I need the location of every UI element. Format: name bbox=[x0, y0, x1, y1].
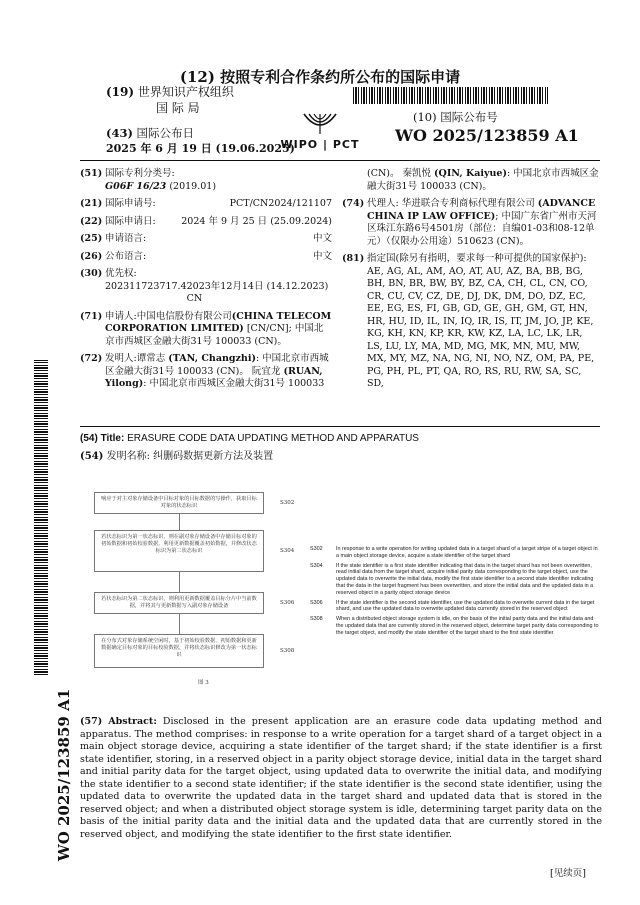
inventor1-name-en: (TAN, Changzhi) bbox=[168, 353, 256, 364]
side-barcode bbox=[34, 360, 48, 675]
applicant-name-cn: 中国电信股份有限公司 bbox=[136, 310, 232, 322]
publang-label: 公布语言: bbox=[105, 250, 147, 262]
inventor3-name-en: (QIN, Kaiyue) bbox=[434, 168, 507, 179]
flow-arrow-1 bbox=[179, 514, 180, 530]
publication-number: WO 2025/123859 A1 bbox=[395, 126, 579, 145]
states-list: AE, AG, AL, AM, AO, AT, AU, AZ, BA, BB, BG, BH, BN, BR, BW, BY, BZ, CA, CH, CL, CN, CO, CR, CU, CV, CZ, DE, DJ, DK, DM, DO, DZ, EC, EE, EG, ES, FI, GB, GD, GE, GH, GM, GT, HN, HR, HU, ID, IL, IN, IQ, IR, IS, IT, JM, JO, JP, KE, KG, KH, KN, KP, KR, KW, KZ, LA, LC, LK, LR, LS, LU, LY, MA, MD, MG, MK, MN, MU, MW, MX, MY, MZ, NA, NG, NI, NO, NZ, OM, PA, PE, PG, PH, PL, PT, QA, RO, RS, RU, RW, SA, SC, SD, bbox=[367, 265, 595, 389]
pub-language-row bbox=[80, 251, 332, 264]
flowchart-figure bbox=[88, 480, 600, 705]
priority-country: CN bbox=[186, 293, 203, 304]
abstract-label: Abstract: bbox=[108, 716, 157, 727]
flow-label-s302: S302 bbox=[280, 500, 295, 506]
applicant-address: [CN/CN]; 中国北京市西城区金融大街31号 100033 (CN)。 bbox=[105, 323, 324, 347]
ipc-year: (2019.01) bbox=[169, 180, 217, 192]
filing-value: 2024 年 9 月 25 日 (25.09.2024) bbox=[181, 215, 332, 227]
left-bibliographic-column bbox=[80, 168, 332, 396]
appno-label: 国际申请号: bbox=[105, 198, 156, 209]
ipc-row bbox=[80, 168, 332, 193]
appno-code: (21) bbox=[80, 198, 103, 209]
inventor1-address: : 中国北京市西城区金融大街31号 100033 (CN)。 bbox=[105, 353, 329, 377]
abstract-section bbox=[80, 716, 602, 841]
legend-item-s306 bbox=[310, 600, 600, 614]
priority-date: 2023年12月14日 (14.12.2023) bbox=[186, 280, 329, 292]
flow-label-s308: S308 bbox=[280, 648, 295, 654]
ipc-code: (51) bbox=[80, 168, 103, 179]
legend-item-s302 bbox=[310, 546, 600, 560]
wipo-emblem-icon bbox=[300, 110, 340, 136]
legend-text: When a distributed object storage system is idle, on the basis of the initial parity data and the initial data and the updated data that are currently stored in the reserved object, determine target parity data corresponding to the target object, and modify the state identifier of the target shard to the first state identifier bbox=[336, 616, 599, 636]
language-row bbox=[80, 233, 332, 246]
applicant-code: (71) bbox=[80, 310, 103, 322]
agent-name-cn: 华进联合专利商标代理有限公司 bbox=[401, 198, 535, 209]
header-divider bbox=[80, 160, 600, 161]
legend-item-s304 bbox=[310, 563, 600, 597]
inventor-code: (72) bbox=[80, 353, 103, 364]
agent-code: (74) bbox=[342, 198, 365, 209]
wipo-logo-text: WIPO | PCT bbox=[280, 138, 360, 151]
inventor-row bbox=[80, 353, 332, 391]
right-bibliographic-column bbox=[342, 168, 600, 396]
flow-label-s306: S306 bbox=[280, 600, 295, 606]
applicant-name-en: (CHINA TELECOM CORPORATION LIMITED) bbox=[105, 310, 332, 334]
document-type-title: (12) 按照专利合作条约所公布的国际申请 bbox=[179, 68, 461, 86]
publication-number-block bbox=[395, 110, 579, 143]
legend-text: In response to a write operation for writing updated data in a target shard of a target stripe of a target object in a main object storage device, acquire a state identifier of the target shard bbox=[336, 546, 598, 559]
title-cn-code: (54) bbox=[80, 451, 104, 462]
org-name: 世界知识产权组织 bbox=[137, 85, 234, 99]
inventor3-name-cn: (CN)。 秦凯悦 bbox=[367, 168, 432, 179]
figure-legend bbox=[310, 546, 600, 640]
flow-step-s302: 响应于对主对象存储设备中目标对象的目标数据的写操作，获取目标对象的状态标识 bbox=[94, 492, 264, 514]
legend-text: If the state identifier is the second state identifier, use the updated data to overwrite current data in the target shard, and use the updated data to overwrite updated data currently stored in the reserved object bbox=[336, 599, 595, 613]
filing-label: 国际申请日: bbox=[105, 215, 156, 227]
pubdate-label: 国际公布日 bbox=[136, 126, 195, 140]
title-en-label: Title: bbox=[100, 433, 125, 444]
designated-states-row bbox=[342, 253, 600, 391]
ipc-value: G06F 16/23 bbox=[105, 180, 167, 192]
applicant-label: 申请人: bbox=[105, 310, 137, 322]
legend-item-s308 bbox=[310, 616, 600, 636]
agent-address: ; 中国广东省广州市天河区珠江东路6号4501房（部位：自编01-03和08-12单元）（仅限办公用途）510623 (CN)。 bbox=[367, 210, 597, 247]
inventor-continued bbox=[342, 168, 600, 193]
priority-code: (30) bbox=[80, 268, 103, 279]
legend-code: S308 bbox=[310, 616, 323, 623]
publication-date-block bbox=[106, 126, 295, 156]
states-label: 指定国(除另有指明，要求每一种可提供的国家保护): bbox=[367, 253, 587, 264]
priority-row bbox=[80, 268, 332, 306]
appno-value: PCT/CN2024/121107 bbox=[229, 198, 332, 209]
lang-label: 申请语言: bbox=[105, 233, 147, 244]
inventor2-name-en: (RUAN, Yilong) bbox=[105, 365, 323, 389]
priority-label: 优先权: bbox=[105, 268, 137, 279]
title-section bbox=[80, 432, 600, 464]
bureau-name: 国 际 局 bbox=[156, 101, 200, 115]
flow-step-s308: 在分布式对象存储系统空闲时，基于初始校验数据、初始数据和更新数据确定目标对象的目标校验数据，并将状态标识修改为第一状态标识 bbox=[94, 634, 264, 668]
flow-arrow-3 bbox=[179, 614, 180, 634]
priority-number: 202311723717.4 bbox=[105, 280, 187, 292]
side-publication-number-text: WO 2025/123859 A1 bbox=[55, 688, 73, 862]
agent-name-en: (ADVANCE CHINA IP LAW OFFICE) bbox=[367, 198, 596, 222]
pubdate-value: 2025 年 6 月 19 日 (19.06.2025) bbox=[106, 142, 295, 155]
continued-note: [见续页] bbox=[550, 868, 586, 879]
header-barcode bbox=[353, 87, 548, 104]
states-code: (81) bbox=[342, 253, 365, 264]
publang-value: 中文 bbox=[312, 250, 332, 262]
abstract-code: (57) bbox=[80, 716, 103, 727]
lang-value: 中文 bbox=[312, 233, 332, 244]
figure-caption: 图 3 bbox=[198, 680, 209, 686]
inventor-label: 发明人: bbox=[105, 353, 137, 364]
filing-code: (22) bbox=[80, 215, 103, 227]
inventor2-address: : 中国北京市西城区金融大街31号 100033 bbox=[143, 378, 325, 389]
agent-row bbox=[342, 198, 600, 248]
pubno-label: 国际公布号 bbox=[440, 110, 498, 124]
applicant-row bbox=[80, 311, 332, 349]
org-code: (19) bbox=[106, 85, 135, 99]
flow-step-s304: 若状态标识为第一状态标识，则在副对象存储设备中存储目标对象的初始数据和初始校验数据，利用更新数据覆盖初始数据，并修改状态标识为第二状态标识 bbox=[94, 530, 264, 572]
abstract-text: Disclosed in the present application are an erasure code data updating method and apparatus. The method comprises: in response to a write operation for a target shard of a target object in a main object storage device, acquiring a state identifier of the target shard; if the state identifier is a first state identifier, storing, in a reserved object in a parity object storage device, initial data in the target shard and initial parity data for the target object, using updated data to overwrite the initial data, and modifying the state identifier to a second state identifier; if the state identifier is the second state identifier, using the updated data to overwrite the updated data in the target shard and updated data that is stored in the reserved object; and when a distributed object storage system is idle, determining target parity data on the basis of the initial parity data and the initial data and the updated data that are currently stored in the reserved object, and modifying the state identifier to the first state identifier. bbox=[80, 716, 602, 840]
appno-row bbox=[80, 198, 332, 211]
agent-label: 代理人: bbox=[367, 198, 399, 209]
title-cn: 纠删码数据更新方法及装置 bbox=[153, 451, 274, 462]
side-publication-number bbox=[52, 690, 76, 860]
publang-code: (26) bbox=[80, 250, 103, 262]
office-block bbox=[106, 84, 234, 116]
flow-label-s304: S304 bbox=[280, 548, 295, 554]
inventor1-name-cn: 谭常志 bbox=[136, 353, 166, 364]
wipo-logo bbox=[270, 110, 370, 151]
legend-text: If the state identifier is a first state identifier indicating that data in the target shard has not been overwritten, read initial data from the target shard, acquire initial parity data corresponding to the target object, use the updated data to overwrite the initial data, modify the first state identifier to a second state identifier indicating that the data in the target fragment has been overwritten, and store the initial data and the updated data in a reserved object in a parity object storage device bbox=[336, 562, 594, 596]
legend-code: S302 bbox=[310, 546, 323, 552]
inventor3-address: : 中国北京市西城区金融大街31号 100033 (CN)。 bbox=[367, 168, 599, 192]
title-cn-label: 发明名称: bbox=[106, 451, 150, 462]
pubno-code: (10) bbox=[413, 110, 437, 124]
title-en-code: (54) bbox=[80, 433, 98, 444]
title-en: ERASURE CODE DATA UPDATING METHOD AND APPARATUS bbox=[127, 433, 419, 444]
flow-step-s306: 若状态标识为第二状态标识，则利用更新数据覆盖目标分片中当前数据，并将其与更新数据写入副对象存储设备 bbox=[94, 592, 264, 614]
title-divider bbox=[80, 426, 600, 427]
flow-arrow-2 bbox=[179, 572, 180, 592]
filing-row bbox=[80, 216, 332, 229]
pubdate-code: (43) bbox=[106, 126, 133, 140]
lang-code: (25) bbox=[80, 233, 103, 244]
inventor2-name-cn: 阮宜龙 bbox=[251, 365, 281, 377]
ipc-label: 国际专利分类号: bbox=[105, 168, 175, 179]
legend-code: S304 bbox=[310, 562, 323, 569]
legend-code: S306 bbox=[310, 599, 323, 606]
